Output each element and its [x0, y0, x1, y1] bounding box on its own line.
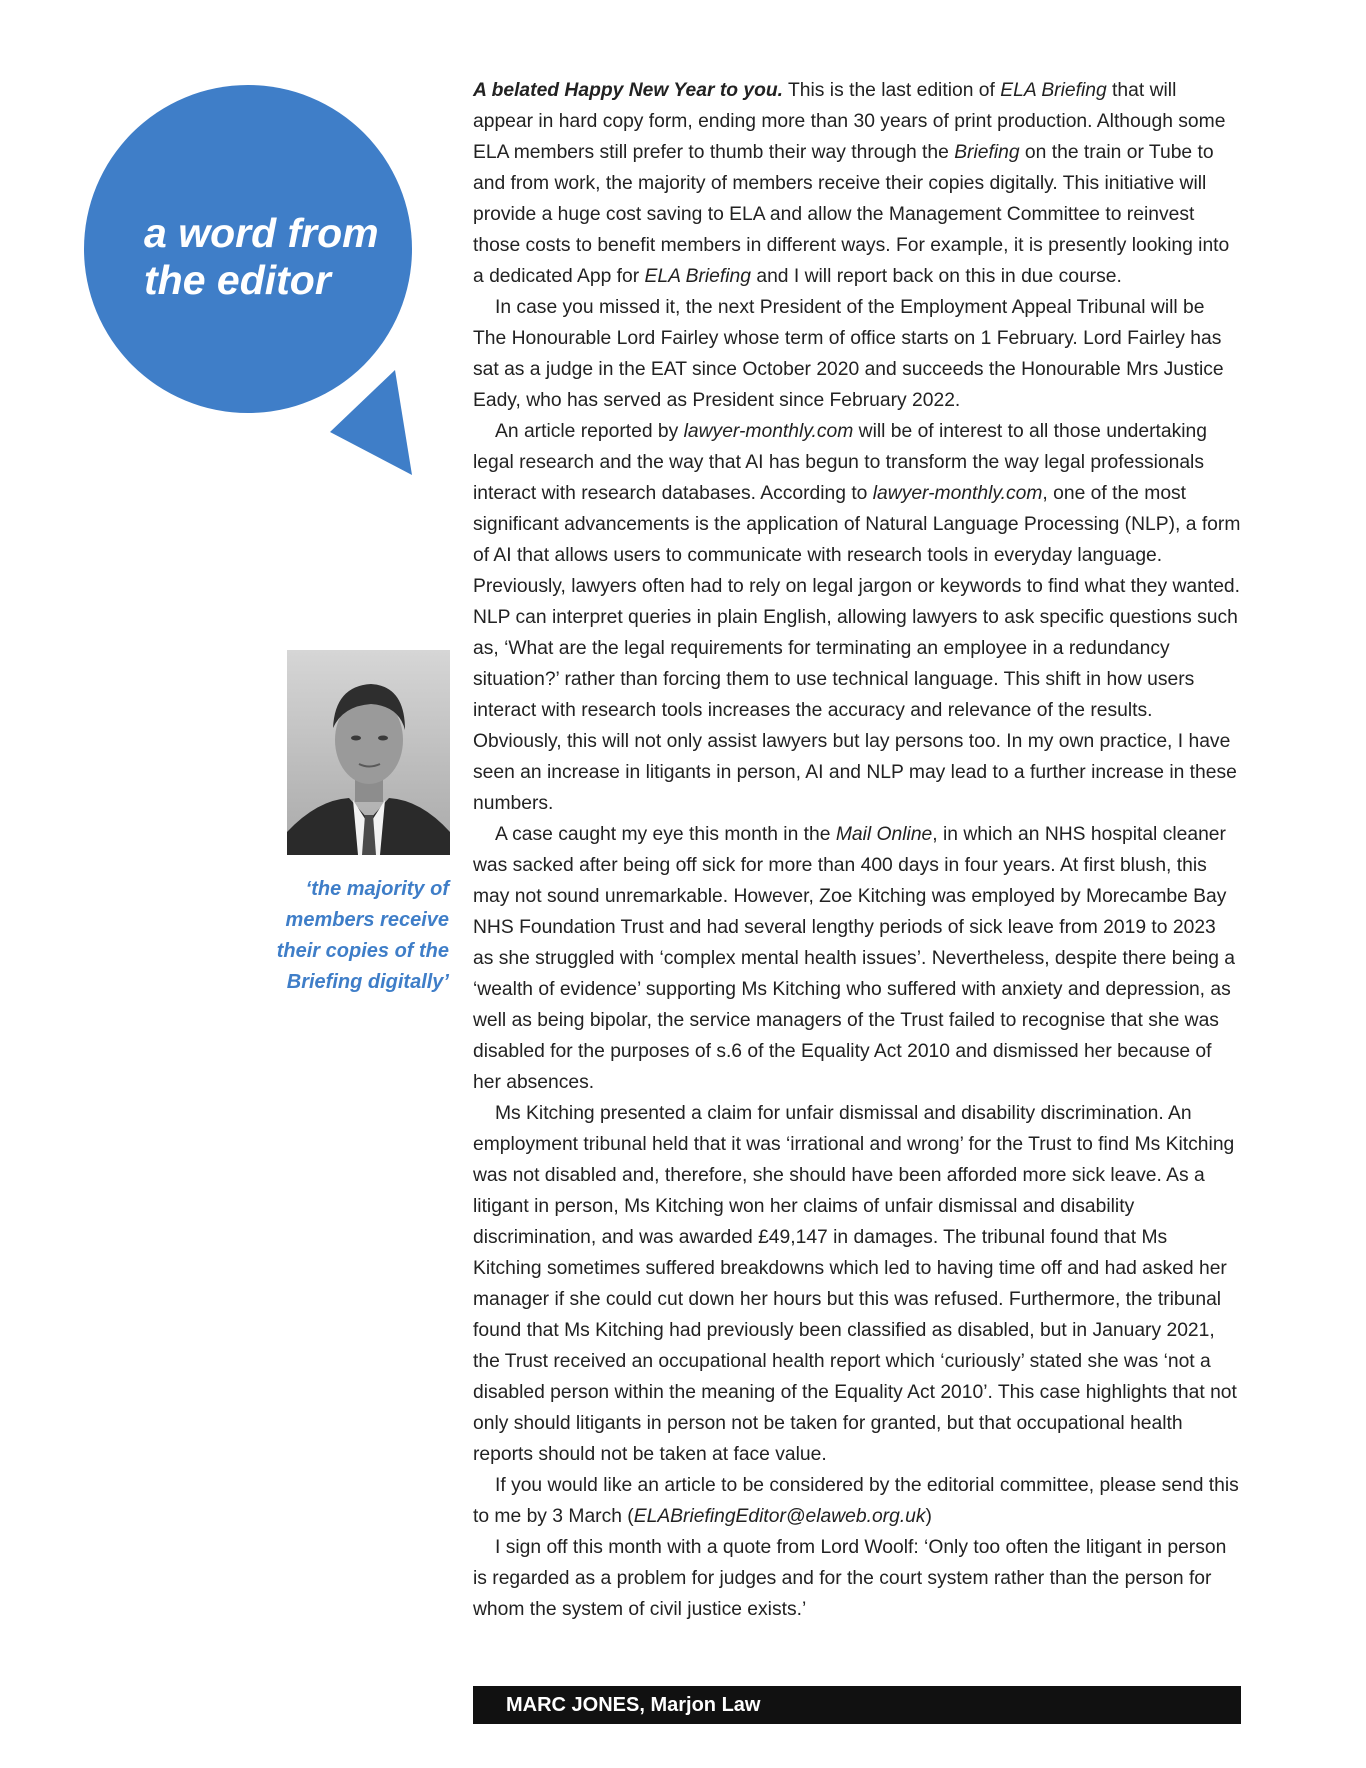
editor-heading-line1: a word from — [144, 210, 379, 256]
pull-quote-line: their copies of the — [276, 940, 449, 962]
article-paragraph-7: I sign off this month with a quote from Lord Woolf: ‘Only too often the litigant in person is regarded as a problem for judges and for the court system rather than the person for whom the system of civil justice exists.’ — [473, 1537, 1227, 1620]
pull-quote-line: Briefing digitally’ — [286, 971, 449, 993]
article-paragraph-1: A belated Happy New Year to you. This is the last edition of ELA Briefing that will appear in hard copy form, ending more than 30 years of print production. Although some ELA members still prefer to thumb their way through the Briefing on the train or Tube to and from work, the majority of members receive their copies digitally. This initiative will provide a huge cost saving to ELA and allow the Management Committee to reinvest those costs to benefit members in different ways. For example, it is presently looking into a dedicated App for ELA Briefing and I will report back on this in due course. — [473, 80, 1230, 287]
article-body — [473, 75, 1241, 1625]
editor-email: ELABriefingEditor@elaweb.org.uk — [633, 1506, 926, 1527]
editor-heading — [144, 210, 414, 304]
article-lead: A belated Happy New Year to you. — [473, 80, 784, 101]
article-paragraph-2: In case you missed it, the next President of the Employment Appeal Tribunal will be The Honourable Lord Fairley whose term of office starts on 1 February. Lord Fairley has sat as a judge in the EAT since October 2020 and succeeds the Honourable Mrs Justice Eady, who has served as President since February 2022. — [473, 297, 1224, 411]
editor-portrait-photo — [287, 650, 450, 855]
editor-heading-line2: the editor — [144, 257, 331, 303]
byline: MARC JONES, Marjon Law — [506, 1694, 761, 1716]
article-paragraph-4: A case caught my eye this month in the Mail Online, in which an NHS hospital cleaner was sacked after being off sick for more than 400 days in four years. At first blush, this may not sound unremarkable. However, Zoe Kitching was employed by Morecambe Bay NHS Foundation Trust and had several lengthy periods of sick leave from 2019 to 2023 as she struggled with ‘complex mental health issues’. Nevertheless, despite there being a ‘wealth of evidence’ supporting Ms Kitching who suffered with anxiety and depression, as well as being bipolar, the service managers of the Trust failed to recognise that she was disabled for the purposes of s.6 of the Equality Act 2010 and dismissed her because of her absences. — [473, 824, 1236, 1093]
pull-quote — [250, 874, 449, 998]
article-paragraph-6: If you would like an article to be considered by the editorial committee, please send this to me by 3 March (ELABriefingEditor@elaweb.org.uk) — [473, 1475, 1239, 1527]
pull-quote-line: members receive — [285, 909, 449, 931]
byline-bar — [473, 1686, 1241, 1724]
article-paragraph-3: An article reported by lawyer-monthly.com will be of interest to all those undertaking legal research and the way that AI has begun to transform the way legal professionals interact with research databases. According to lawyer-monthly.com, one of the most significant advancements is the application of Natural Language Processing (NLP), a form of AI that allows users to communicate with research tools in everyday language. Previously, lawyers often had to rely on legal jargon or keywords to find what they wanted. NLP can interpret queries in plain English, allowing lawyers to ask specific questions such as, ‘What are the legal requirements for terminating an employee in a redundancy situation?’ rather than forcing them to use technical language. This shift in how users interact with research tools increases the accuracy and relevance of the results. Obviously, this will not only assist lawyers but lay persons too. In my own practice, I have seen an increase in litigants in person, AI and NLP may lead to a further increase in these numbers. — [473, 421, 1241, 814]
article-paragraph-5: Ms Kitching presented a claim for unfair dismissal and disability discrimination. An employment tribunal held that it was ‘irrational and wrong’ for the Trust to find Ms Kitching was not disabled and, therefore, she should have been afforded more sick leave. As a litigant in person, Ms Kitching won her claims of unfair dismissal and disability discrimination, and was awarded £49,147 in damages. The tribunal found that Ms Kitching sometimes suffered breakdowns which led to having time off and had asked her manager if she could cut down her hours but this was refused. Furthermore, the tribunal found that Ms Kitching had previously been classified as disabled, but in January 2021, the Trust received an occupational health report which ‘curiously’ stated she was ‘not a disabled person within the meaning of the Equality Act 2010’. This case highlights that not only should litigants in person not be taken for granted, but that occupational health reports should not be taken at face value. — [473, 1103, 1237, 1465]
portrait-icon — [287, 650, 450, 855]
pull-quote-line: ‘the majority of — [305, 878, 449, 900]
